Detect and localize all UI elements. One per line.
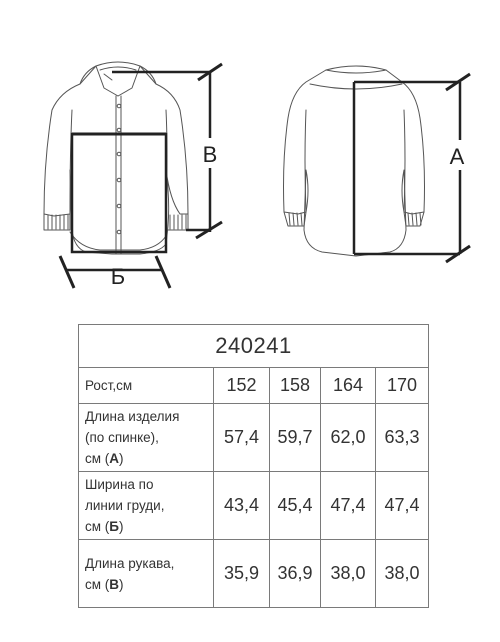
row-label-chest: Ширина по линии груди, см (Б) [79, 472, 214, 540]
row-label-sleeve: Длина рукава, см (В) [79, 540, 214, 608]
table-cell: 38,0 [321, 540, 376, 608]
table-cell: 47,4 [376, 472, 429, 540]
size-table [78, 324, 429, 608]
size-170: 170 [376, 368, 429, 404]
label-v: В [202, 142, 218, 167]
size-158: 158 [270, 368, 321, 404]
table-cell: 38,0 [376, 540, 429, 608]
table-cell: 36,9 [270, 540, 321, 608]
table-row-length [79, 404, 429, 472]
table-row-chest [79, 472, 429, 540]
table-cell: 63,3 [376, 404, 429, 472]
table-cell: 45,4 [270, 472, 321, 540]
label-a: А [449, 144, 465, 169]
table-cell: 62,0 [321, 404, 376, 472]
front-buttons [117, 104, 121, 234]
row-label-length: Длина изделия (по спинке), см (А) [79, 404, 214, 472]
row-label-height: Рост,см [79, 368, 214, 404]
table-title: 240241 [79, 325, 429, 368]
label-b: Б [110, 264, 126, 289]
table-cell: 47,4 [321, 472, 376, 540]
garment-diagram [0, 0, 500, 300]
table-cell: 57,4 [214, 404, 270, 472]
table-row-height [79, 368, 429, 404]
table-cell: 35,9 [214, 540, 270, 608]
size-152: 152 [214, 368, 270, 404]
size-164: 164 [321, 368, 376, 404]
table-cell: 59,7 [270, 404, 321, 472]
table-row-sleeve [79, 540, 429, 608]
table-cell: 43,4 [214, 472, 270, 540]
